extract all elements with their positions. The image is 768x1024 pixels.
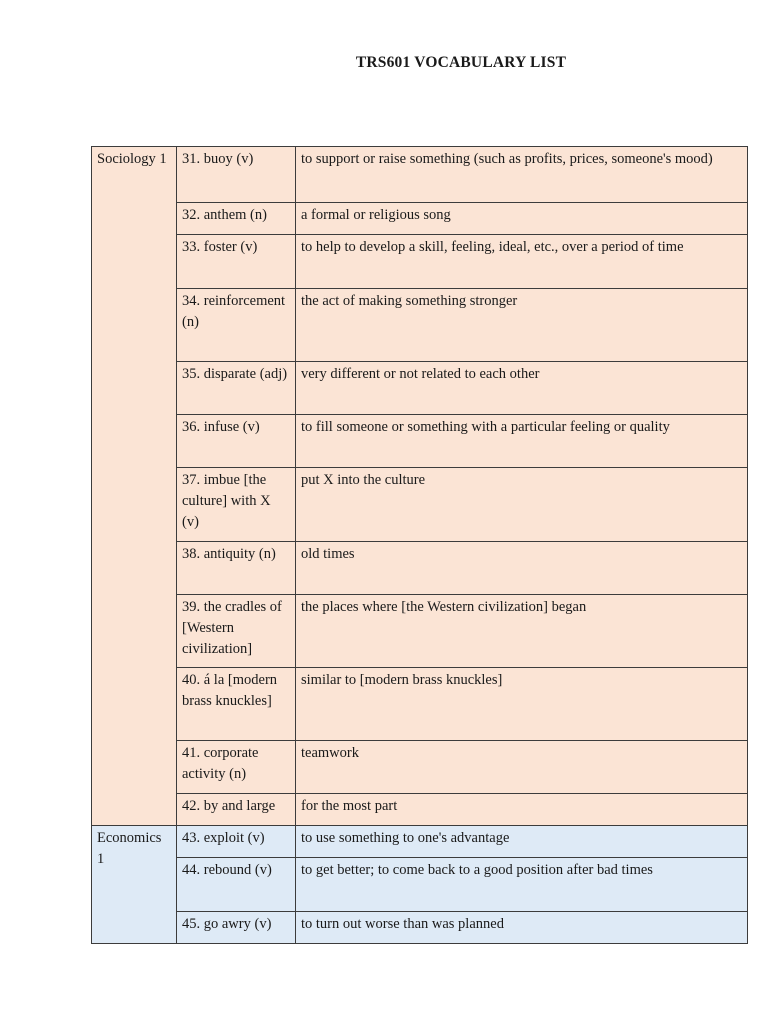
definition-cell: to support or raise something (such as profits, prices, someone's mood) xyxy=(296,147,748,203)
definition-cell: to fill someone or something with a particular feeling or quality xyxy=(296,415,748,468)
term-cell: 33. foster (v) xyxy=(177,235,296,289)
term-cell: 42. by and large xyxy=(177,794,296,826)
table-row xyxy=(92,203,748,235)
category-cell: Sociology 1 xyxy=(92,147,177,826)
definition-cell: teamwork xyxy=(296,741,748,794)
definition-cell: very different or not related to each other xyxy=(296,362,748,415)
definition-cell: similar to [modern brass knuckles] xyxy=(296,668,748,741)
table-row xyxy=(92,289,748,362)
term-cell: 44. rebound (v) xyxy=(177,858,296,912)
term-cell: 34. reinforcement (n) xyxy=(177,289,296,362)
definition-cell: to turn out worse than was planned xyxy=(296,912,748,944)
term-cell: 38. antiquity (n) xyxy=(177,542,296,595)
table-row xyxy=(92,826,748,858)
table-row xyxy=(92,858,748,912)
definition-cell: to help to develop a skill, feeling, ideal, etc., over a period of time xyxy=(296,235,748,289)
vocabulary-table xyxy=(91,146,748,944)
term-cell: 43. exploit (v) xyxy=(177,826,296,858)
table-row xyxy=(92,668,748,741)
term-cell: 39. the cradles of [Western civilization] xyxy=(177,595,296,668)
table-row xyxy=(92,912,748,944)
term-cell: 36. infuse (v) xyxy=(177,415,296,468)
table-row xyxy=(92,595,748,668)
page-title: TRS601 VOCABULARY LIST xyxy=(355,54,567,71)
table-row xyxy=(92,468,748,542)
term-cell: 41. corporate activity (n) xyxy=(177,741,296,794)
term-cell: 37. imbue [the culture] with X (v) xyxy=(177,468,296,542)
definition-cell: to use something to one's advantage xyxy=(296,826,748,858)
category-cell: Economics 1 xyxy=(92,826,177,944)
term-cell: 32. anthem (n) xyxy=(177,203,296,235)
definition-cell: for the most part xyxy=(296,794,748,826)
term-cell: 31. buoy (v) xyxy=(177,147,296,203)
table-row xyxy=(92,147,748,203)
table-row xyxy=(92,542,748,595)
table-row xyxy=(92,741,748,794)
definition-cell: old times xyxy=(296,542,748,595)
table-row xyxy=(92,415,748,468)
definition-cell: the act of making something stronger xyxy=(296,289,748,362)
definition-cell: the places where [the Western civilization] began xyxy=(296,595,748,668)
table-row xyxy=(92,362,748,415)
term-cell: 45. go awry (v) xyxy=(177,912,296,944)
table-row xyxy=(92,794,748,826)
term-cell: 40. á la [modern brass knuckles] xyxy=(177,668,296,741)
table-row xyxy=(92,235,748,289)
definition-cell: to get better; to come back to a good position after bad times xyxy=(296,858,748,912)
definition-cell: a formal or religious song xyxy=(296,203,748,235)
term-cell: 35. disparate (adj) xyxy=(177,362,296,415)
definition-cell: put X into the culture xyxy=(296,468,748,542)
